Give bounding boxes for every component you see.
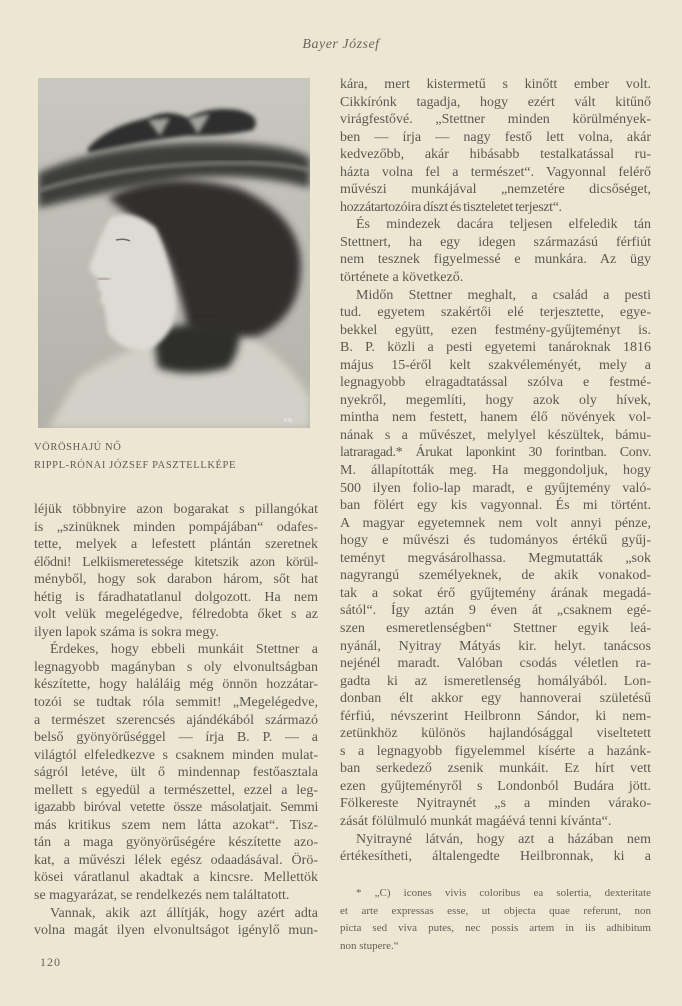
text-line: donban élt akkor egy hannoverai születésű <box>340 691 651 707</box>
paragraph <box>34 641 318 904</box>
text-line: története a következő. <box>340 270 464 286</box>
text-line: mellett s egyedül a természettel, ezzel a leg- <box>34 782 318 798</box>
text-line: volt velük megelégedve, félredobta őket s az <box>34 607 318 623</box>
text-line: ilyen lapok száma is sokra megy. <box>34 624 219 640</box>
text-line: gadta ki az ismeretlenség homályából. Lon- <box>340 673 651 689</box>
text-line: ban serkedező zsenik munkáit. Ez hírt vett <box>340 761 651 777</box>
text-line: nejénél maradt. Valóban csodás véletlen ra- <box>340 656 651 672</box>
portrait-image <box>38 78 310 428</box>
left-text-column <box>34 501 318 940</box>
text-line: Stettnert, ha egy idegen származású férfiút <box>340 234 651 250</box>
text-line: házta volna fel a természet“. Vagyonnal felérő <box>340 164 651 180</box>
text-line: nagyrangú személyeknek, de akik vonakod- <box>340 568 651 584</box>
paragraph <box>340 216 651 286</box>
portrait-illustration <box>38 78 310 428</box>
text-line: bekkel együtt, ezen festmény-gyűjteményt is. <box>340 322 651 338</box>
text-line: férfiú, névszerint Heilbronn Sándor, ki nem- <box>340 708 651 724</box>
text-line: hozzátartozóira díszt és tiszteletet terjeszt“. <box>340 199 562 215</box>
page-number: 120 <box>40 955 61 969</box>
text-line: nának s a művészet, melylyel készültek, bámu- <box>340 427 651 443</box>
text-line: s a legnagyobb figyelemmel kísérte a hazánk- <box>340 743 651 759</box>
text-line: kösei váratlanul akadtak a kincsre. Mellettök <box>34 870 318 886</box>
text-line: más kritikus szem nem látta azokat“. Tisz- <box>34 817 318 833</box>
text-line: Midőn Stettner meghalt, a család a pesti <box>356 287 651 303</box>
text-line: nyekről, megemlíti, hogy azok oly hívek, <box>340 392 651 408</box>
caption-subtitle: RIPPL-RÓNAI JÓZSEF PASZTELLKÉPE <box>34 460 236 471</box>
text-line: művészi munkájával „nemzetére dicsőséget, <box>340 182 651 198</box>
running-header: Bayer József <box>302 37 380 52</box>
text-line: Vannak, akik azt állítják, hogy azért adta <box>50 905 318 921</box>
text-line: szen esmeretlenségben“ Stettner egyik leá- <box>340 620 651 636</box>
text-line: zetünkhöz különös hajlandósággal viseltetett <box>340 726 651 742</box>
text-line: Fölkereste Nyitraynét „s a minden várako- <box>340 796 651 812</box>
figure-caption <box>34 439 236 475</box>
text-line: kat, a művészi lélek egész odaadásával. Örö- <box>34 852 318 868</box>
text-line: tán a maga gyönyörűségére készítette azo- <box>34 835 318 851</box>
paragraph <box>34 905 318 940</box>
right-text-column <box>340 76 651 866</box>
text-line: B. P. közli a pesti egyetemi tanároknak 1816 <box>340 340 651 356</box>
text-line: világtól elfeledkezve s csaknem minden mulat- <box>34 747 318 763</box>
text-line: nem tesznek figyelmessé e munkára. Az ügy <box>340 252 651 268</box>
text-line: tette, melyek a lefestett plántán szeretnek <box>34 537 318 553</box>
text-line: nyánál, Nyitray Mátyás kir. helyt. tanácsos <box>340 638 651 654</box>
text-line: A magyar egyetemnek nem volt annyi pénze, <box>340 515 651 531</box>
text-line: sától“. Így aztán 9 éven át „csaknem egé- <box>340 603 651 619</box>
text-line: volna magát ilyen elvonultságot igénylő mun- <box>34 923 318 939</box>
text-line: május 15-éről kelt szakvéleményét, mely a <box>340 357 651 373</box>
text-line: kára, mert kistermetű s kinőtt ember volt. <box>340 77 651 92</box>
paragraph <box>34 501 318 641</box>
text-line: tak a sokat érő gyűjtemény árának megadá- <box>340 585 651 601</box>
text-line: léjük többnyire azon bogarakat s pillangókat <box>34 502 318 517</box>
footnote-line: picta sed viva putes, nec possis artem in iis adhibitum <box>340 922 651 935</box>
text-line: Cikkírónk tagadja, hogy ezért vált kitűnő <box>340 94 651 110</box>
footnote-line: * „C) icones vivis coloribus ea solertia, dexteritate <box>356 887 651 899</box>
text-line: ezen gyűjteményről s Londonból Budára jött. <box>340 778 651 794</box>
text-line: virágfestővé. „Stettner minden körülmények- <box>340 112 651 128</box>
artist-monogram: RRJ <box>284 418 293 424</box>
text-line: tozói se tudtak róla semmit! „Megelégedve, <box>34 695 318 711</box>
footnote-line: et arte expressas esse, ut objecta quae referunt, non <box>340 904 651 917</box>
text-line: Nyitrayné látván, hogy azt a házában nem <box>356 831 651 847</box>
text-line: mintha nem festett, hanem élő növények vol- <box>340 410 651 426</box>
text-line: belső gyönyörűséggel — írja B. P. — a <box>34 730 318 746</box>
text-line: teményt megvásárolhassa. Megmutatták „sok <box>340 550 651 566</box>
text-line: hogy e művészi és tudományos értékű gyűj- <box>340 533 651 549</box>
footnote <box>340 885 651 955</box>
text-line: a természet szerencsés ajándékából származó <box>34 712 318 728</box>
text-line: Érdekes, hogy ebbeli munkáit Stettner a <box>50 642 318 658</box>
text-line: tud. egyetem szakértői elé terjesztette, egye- <box>340 305 651 321</box>
footnote-line: non stupere.“ <box>340 939 399 952</box>
text-line: igazabb biróval vetette össze másolatjait. Semmi <box>34 800 318 816</box>
caption-title: VÖRÖSHAJÚ NŐ <box>34 442 122 453</box>
text-line: készítette, hogy haláláig még önnön hozzátar- <box>34 677 318 693</box>
text-line: is „szinüknek minden pompájában“ odafes- <box>34 519 318 535</box>
text-line: M. állapították meg. Ha meggondoljuk, hogy <box>340 463 651 479</box>
paragraph <box>340 831 651 866</box>
paragraph <box>340 287 651 831</box>
text-line: legnagyobb elragadtatással szólva e festmé- <box>340 375 651 391</box>
text-line: hétig is fáradhatatlanul dolgozott. Ha nem <box>34 589 318 605</box>
text-line: legnagyobb magányban s oly elvonultságban <box>34 659 318 675</box>
text-line: élődni! Lelkiismeretessége kitetszik azon körül- <box>34 554 318 570</box>
text-line: 500 ilyen folio-lap maradt, e gyűjtemény való- <box>340 480 651 496</box>
text-line: ben — írja — nagy festő lett volna, akár <box>340 129 651 145</box>
text-line: ban fölért egy kis vagyonnal. És mi történt. <box>340 498 651 514</box>
text-line: kedvezőbb, akár hibásabb testalkatással ru- <box>340 147 651 163</box>
text-line: ságról letéve, ült ő mindennap festőasztala <box>34 765 318 781</box>
text-line: ményből, hogy sok darabon három, sőt hat <box>34 572 318 588</box>
text-line: És mindezek dacára teljesen elfeledik tán <box>356 217 651 233</box>
text-line: se magyarázat, se rendelkezés nem találtatott. <box>34 888 290 904</box>
paragraph <box>340 76 651 216</box>
text-line: értékesítheti, általengedte Heilbronnak, ki a <box>340 849 651 865</box>
text-line: latraragad.* Árukat laponkint 30 forintban. Conv. <box>340 445 651 461</box>
text-line: zását fölülmuló munkát magáévá tenni kívánta“. <box>340 813 612 829</box>
